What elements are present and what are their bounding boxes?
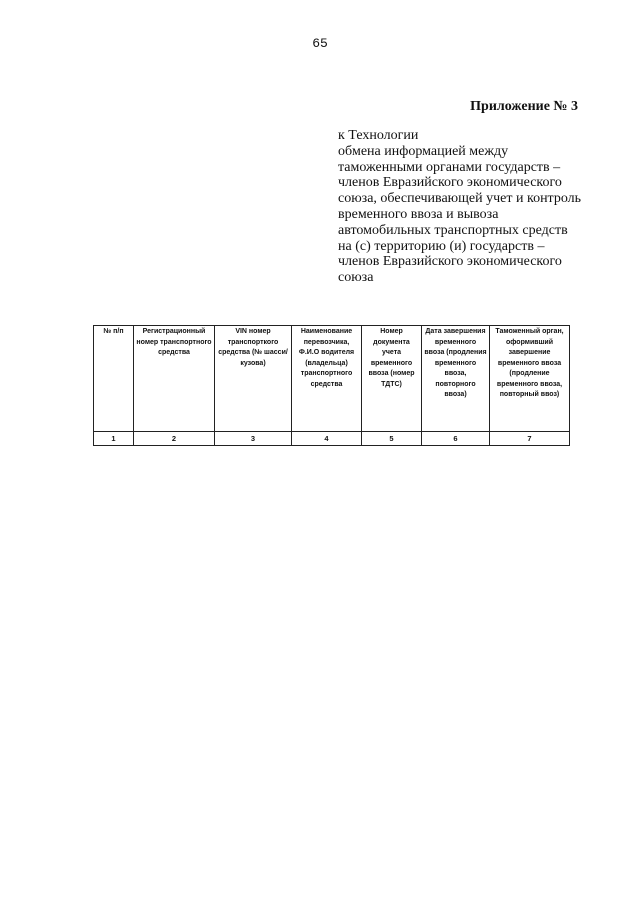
annex-subtitle xyxy=(338,128,582,286)
column-number-cell: 7 xyxy=(490,432,570,446)
annex-title: Приложение № 3 xyxy=(470,99,578,114)
annex-subtitle-line: автомобильных транспортных средств xyxy=(338,222,568,238)
column-header-document-number: Номер документа учета временного ввоза (номер ТДТС) xyxy=(362,326,422,432)
column-number-cell: 3 xyxy=(215,432,292,446)
column-header-number: № п/п xyxy=(94,326,134,432)
vehicle-register-table xyxy=(93,325,570,446)
annex-subtitle-line: к Технологии xyxy=(338,128,419,143)
column-number-cell: 2 xyxy=(134,432,215,446)
column-header-carrier: Наименование перевозчика, Ф.И.О водителя (владельца) транспортного средства xyxy=(292,326,362,432)
annex-subtitle-line: на (с) территорию (и) государств – xyxy=(338,238,545,254)
column-number-cell: 4 xyxy=(292,432,362,446)
column-number-cell: 5 xyxy=(362,432,422,446)
annex-subtitle-line: таможенными органами государств – xyxy=(338,159,561,175)
column-header-registration-number: Регистрационный номер транспортного средства xyxy=(134,326,215,432)
annex-subtitle-line: союза xyxy=(338,270,374,286)
column-header-customs-authority: Таможенный орган, оформивший завершение временного ввоза (продление временного ввоза, повторный ввоз) xyxy=(490,326,570,432)
column-number-cell: 6 xyxy=(422,432,490,446)
page-number: 65 xyxy=(312,36,328,51)
column-header-completion-date: Дата завершения временного ввоза (продления временного ввоза, повторного ввоза) xyxy=(422,326,490,432)
annex-subtitle-line: временного ввоза и вывоза xyxy=(338,206,499,222)
column-header-vin: VIN номер транспорткого средства (№ шасси/кузова) xyxy=(215,326,292,432)
column-number-row xyxy=(94,432,570,446)
annex-subtitle-line: членов Евразийского экономического xyxy=(338,175,562,191)
annex-subtitle-line: обмена информацией между xyxy=(338,143,509,159)
column-number-cell: 1 xyxy=(94,432,134,446)
annex-subtitle-line: союза, обеспечивающей учет и контроль xyxy=(338,191,582,207)
table-header-row xyxy=(94,326,570,432)
annex-subtitle-line: членов Евразийского экономического xyxy=(338,254,562,270)
